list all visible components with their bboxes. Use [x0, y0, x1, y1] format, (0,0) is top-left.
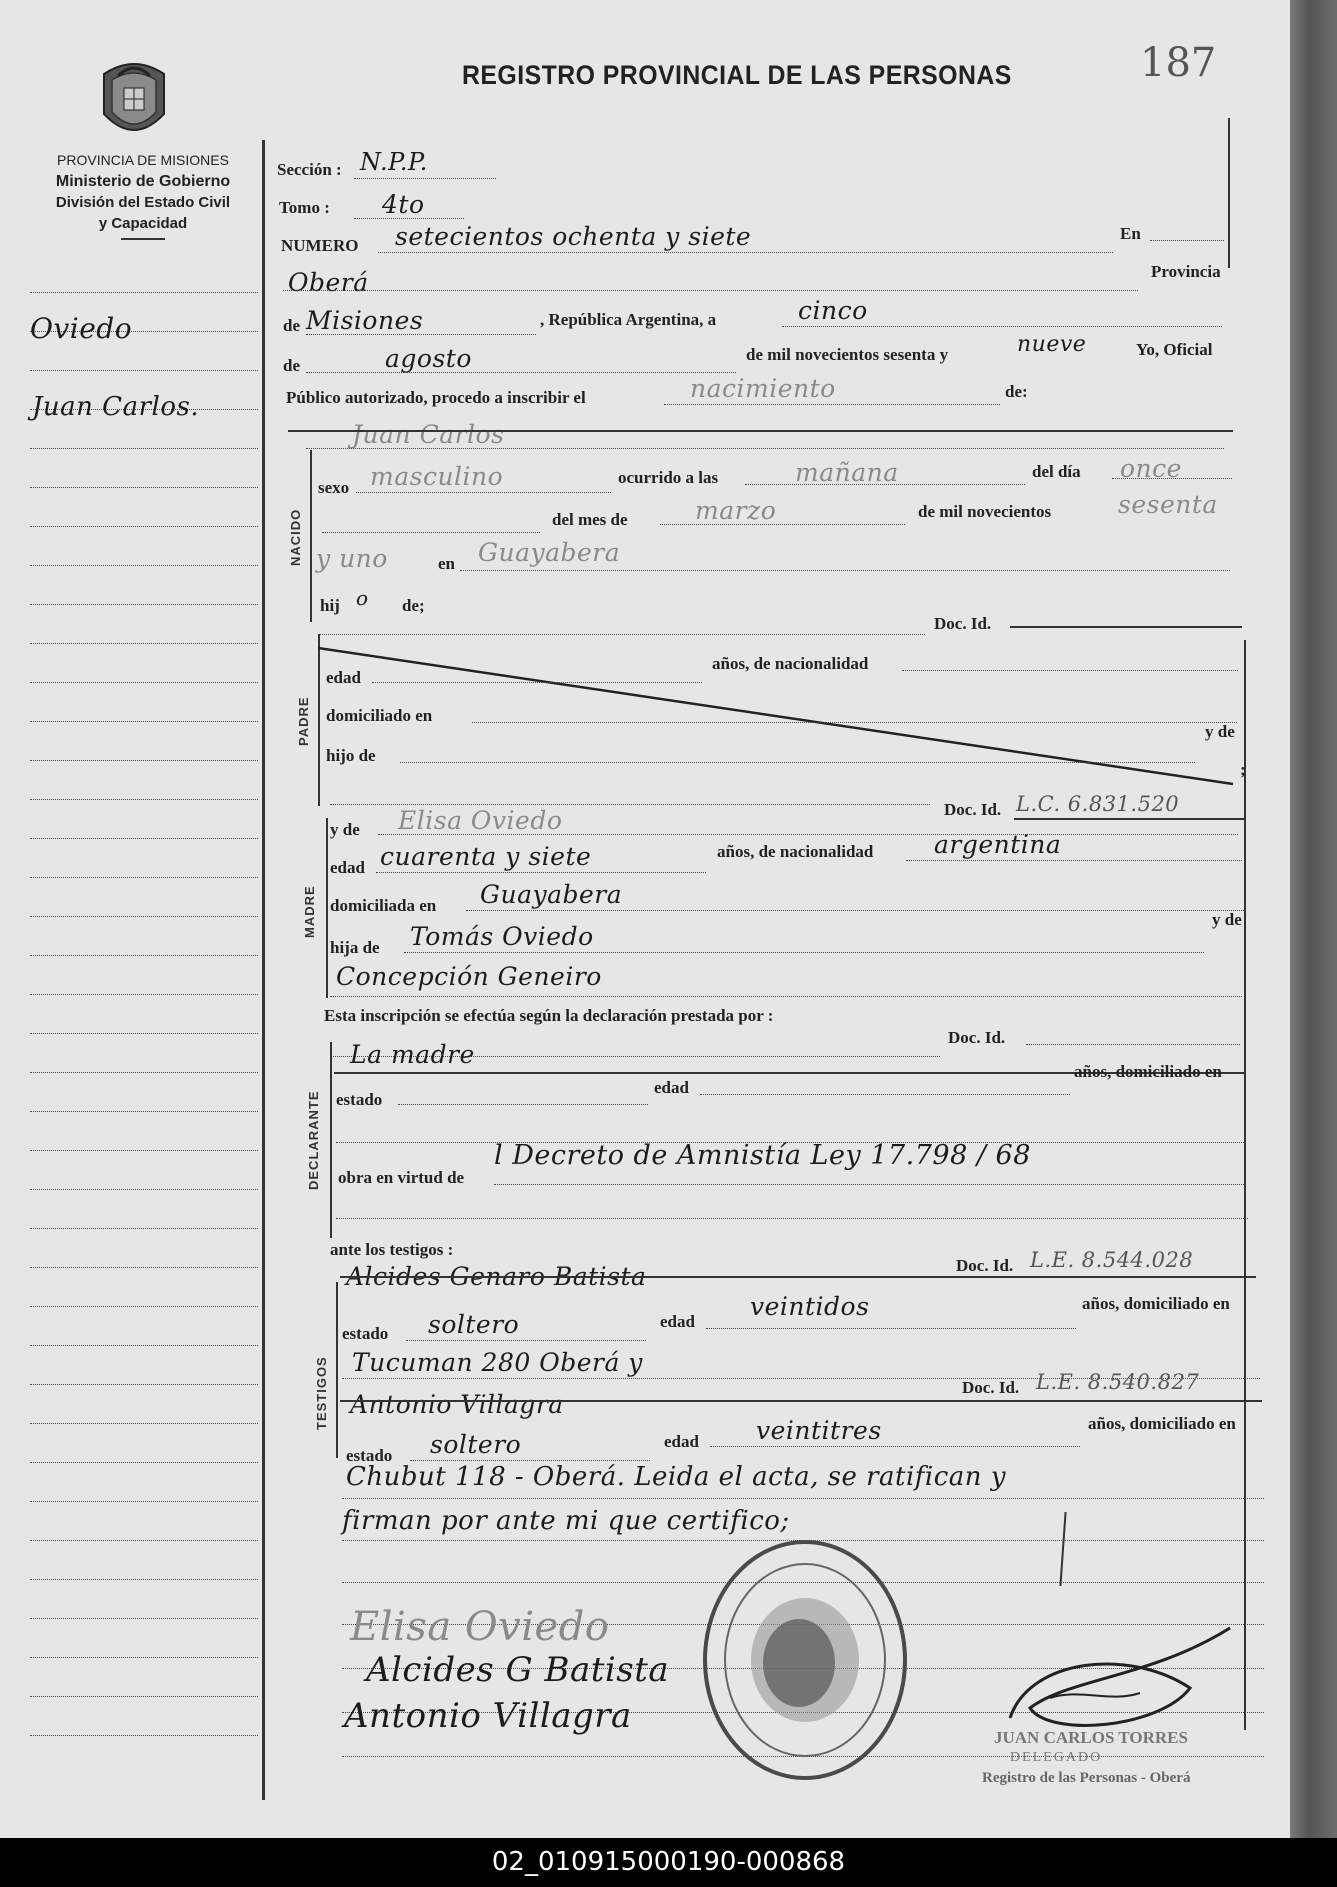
testigo1-name: Alcides Genaro Batista	[346, 1262, 647, 1291]
declarante-line-3	[336, 1218, 1248, 1219]
provincia-value: Misiones	[306, 306, 424, 335]
padre-semicolon: ;	[1240, 760, 1246, 779]
declarante-domicilio-label: años, domiciliado en	[1074, 1062, 1222, 1081]
padre-nacionalidad-label: años, de nacionalidad	[712, 654, 869, 673]
padre-nacionalidad-line	[902, 670, 1238, 671]
numero-value: setecientos ochenta y siete	[395, 222, 752, 251]
testigo2-name: Antonio Villagra	[350, 1390, 564, 1419]
testigo1-edad-line	[706, 1328, 1076, 1329]
declarante-intro: Esta inscripción se efectúa según la declaración prestada por :	[324, 1006, 774, 1025]
madre-madre-line	[330, 996, 1242, 997]
official-title: DELEGADO	[1010, 1750, 1103, 1765]
declarante-estado-line	[398, 1104, 648, 1105]
testigo1-doc-label: Doc. Id.	[956, 1256, 1014, 1275]
margin-ruled-line	[30, 1657, 258, 1658]
testigo2-estado-label: estado	[346, 1446, 393, 1465]
divider	[121, 238, 165, 240]
official-seal-icon	[695, 1535, 915, 1785]
year-text: de mil novecientos sesenta y	[746, 345, 949, 364]
name-line	[306, 448, 1224, 449]
nacido-bracket	[310, 450, 312, 622]
margin-ruled-line	[30, 292, 258, 293]
margin-ruled-line	[30, 487, 258, 488]
margin-ruled-line	[30, 1423, 258, 1424]
de-semicolon-label: de;	[402, 596, 425, 615]
mes-pre-line	[322, 532, 540, 533]
margin-ruled-line	[30, 1462, 258, 1463]
madre-doc-value: L.C. 6.831.520	[1016, 792, 1180, 816]
tomo-line	[354, 218, 464, 219]
padre-domicilio-label: domiciliado en	[326, 706, 433, 725]
testigo1-doc-value: L.E. 8.544.028	[1030, 1248, 1194, 1272]
signature-witness-2: Antonio Villagra	[344, 1696, 632, 1736]
oficial-label: Yo, Oficial	[1136, 340, 1213, 359]
margin-ruled-line	[30, 1384, 258, 1385]
padre-doc-pre-line	[330, 804, 930, 805]
testigo1-rule	[340, 1276, 1256, 1278]
lugar-line	[460, 570, 1230, 571]
sexo-label: sexo	[318, 478, 350, 497]
margin-surname: Oviedo	[30, 312, 133, 345]
republica-label: , República Argentina, a	[540, 310, 717, 329]
margin-given-names: Juan Carlos.	[32, 392, 200, 422]
mes-line	[660, 524, 905, 525]
testigos-side-label: TESTIGOS	[314, 1356, 329, 1430]
issuing-authority	[18, 150, 268, 240]
margin-ruled-line	[30, 1072, 258, 1073]
margin-ruled-line	[30, 604, 258, 605]
person-name: Juan Carlos	[352, 420, 505, 449]
madre-yde-label: y de	[330, 820, 360, 839]
madre-edad-line	[376, 872, 706, 873]
margin-ruled-line	[30, 799, 258, 800]
margin-ruled-line	[30, 1267, 258, 1268]
testigo2-rule	[340, 1400, 1262, 1402]
closing-line-1: Chubut 118 - Oberá. Leida el acta, se ratifican y	[346, 1462, 1007, 1492]
sexo-line	[356, 492, 611, 493]
madre-nacionalidad-label: años, de nacionalidad	[717, 842, 874, 861]
act-value: nacimiento	[690, 374, 836, 403]
testigo2-domicilio-label: años, domiciliado en	[1088, 1414, 1236, 1433]
signature-mother: Elisa Oviedo	[350, 1604, 610, 1650]
margin-ruled-line	[30, 1345, 258, 1346]
testigo2-estado-line	[410, 1460, 650, 1461]
division-name: División del Estado Civil	[55, 194, 231, 211]
anio-value: sesenta	[1118, 490, 1218, 519]
mes-label: del mes de	[552, 510, 628, 529]
en-label: En	[1120, 224, 1141, 243]
testigo2-estado-value: soltero	[430, 1430, 522, 1459]
margin-ruled-line	[30, 1696, 258, 1697]
margin-ruled-line	[30, 838, 258, 839]
official-name: JUAN CARLOS TORRES	[994, 1728, 1188, 1747]
margin-ruled-line	[30, 877, 258, 878]
place-line	[283, 290, 1138, 291]
de-label: de	[283, 316, 300, 335]
madre-hija-label: hija de	[330, 938, 380, 957]
testigo2-edad-value: veintitres	[756, 1416, 882, 1445]
declarante-side-label: DECLARANTE	[306, 1090, 321, 1190]
name-rule	[288, 430, 1233, 432]
province-name: PROVINCIA DE MISIONES	[57, 152, 229, 168]
madre-domicilio-value: Guayabera	[480, 880, 623, 909]
testigo1-estado-label: estado	[342, 1324, 389, 1343]
margin-ruled-line	[30, 721, 258, 722]
closing-line-2: firman por ante mi que certifico;	[342, 1506, 790, 1536]
margin-ruled-line	[30, 682, 258, 683]
madre-madre-value: Concepción Geneiro	[336, 962, 602, 991]
act-line	[664, 404, 1000, 405]
lugar-en-label: en	[438, 554, 455, 573]
margin-ruled-line	[30, 1033, 258, 1034]
signature-witness-1: Alcides G Batista	[366, 1650, 670, 1690]
margin-ruled-line	[30, 1111, 258, 1112]
de-label-2: de	[283, 356, 300, 375]
numero-line	[378, 252, 1113, 253]
file-id-footer: 02_010915000190-000868	[0, 1838, 1337, 1887]
provincial-emblem-icon	[94, 54, 174, 146]
declarante-doc-line	[1026, 1044, 1240, 1045]
anio-label: de mil novecientos	[918, 502, 1052, 521]
testigo1-edad-value: veintidos	[750, 1292, 870, 1321]
tomo-label: Tomo :	[279, 198, 330, 217]
testigo1-edad-label: edad	[660, 1312, 695, 1331]
publico-label: Público autorizado, procedo a inscribir el	[286, 388, 586, 407]
margin-ruled-line	[30, 760, 258, 761]
provincia-line	[306, 334, 536, 335]
madre-padre-value: Tomás Oviedo	[410, 922, 594, 951]
margin-ruled-line	[30, 1306, 258, 1307]
ocurrido-label: ocurrido a las	[618, 468, 719, 487]
ministry-name: Ministerio de Gobierno	[55, 173, 231, 190]
declarante-value: La madre	[350, 1040, 475, 1069]
margin-ruled-line	[30, 1189, 258, 1190]
hij-label: hij	[320, 596, 340, 615]
official-office: Registro de las Personas - Oberá	[982, 1770, 1191, 1786]
nacido-side-label: NACIDO	[288, 508, 303, 566]
madre-domicilio-label: domiciliada en	[330, 896, 437, 915]
hij-line	[320, 634, 925, 635]
dia-label: del día	[1032, 462, 1081, 481]
margin-ruled-line	[30, 916, 258, 917]
month-line	[306, 372, 736, 373]
testigos-intro: ante los testigos :	[330, 1240, 454, 1259]
lugar-value: Guayabera	[478, 538, 621, 567]
padre-edad-line	[372, 682, 702, 683]
margin-ruled-line	[30, 448, 258, 449]
anio-value-cont: y uno	[316, 544, 388, 573]
sexo-value: masculino	[370, 462, 504, 491]
margin-ruled-line	[30, 1150, 258, 1151]
hij-value: o	[356, 586, 369, 610]
division-name-cont: y Capacidad	[98, 215, 188, 232]
testigo1-domicilio-value: Tucuman 280 Oberá y	[352, 1348, 643, 1377]
seccion-value: N.P.P.	[360, 148, 428, 176]
margin-ruled-line	[30, 370, 258, 371]
padre-doc-rule	[1014, 818, 1244, 820]
margin-divider	[262, 140, 265, 1800]
madre-nacionalidad-line	[906, 860, 1242, 861]
margin-ruled-line	[30, 1501, 258, 1502]
testigo2-edad-line	[710, 1446, 1080, 1447]
dia-value: once	[1120, 454, 1182, 483]
nacido-doc-label: Doc. Id.	[934, 614, 992, 633]
declarante-obra-label: obra en virtud de	[338, 1168, 465, 1187]
numero-line-end	[1150, 240, 1224, 241]
padre-doc-label: Doc. Id.	[944, 800, 1002, 819]
place-value: Oberá	[288, 268, 369, 297]
madre-edad-label: edad	[330, 858, 365, 877]
padre-hijo-label: hijo de	[326, 746, 376, 765]
testigo2-doc-label: Doc. Id.	[962, 1378, 1020, 1397]
tomo-value: 4to	[382, 190, 425, 219]
madre-hija-line	[404, 952, 1204, 953]
provincia-label: Provincia	[1151, 262, 1221, 281]
margin-ruled-line	[30, 643, 258, 644]
seccion-label: Sección :	[277, 160, 342, 179]
testigo1-estado-line	[406, 1340, 646, 1341]
hora-line	[745, 484, 1025, 485]
madre-name: Elisa Oviedo	[398, 806, 563, 835]
padre-hijo-line	[400, 762, 1195, 763]
year-value: nueve	[1017, 332, 1087, 357]
declarante-obra-value: l Decreto de Amnistía Ley 17.798 / 68	[494, 1140, 1031, 1171]
padre-yde-label: y de	[1205, 722, 1235, 741]
month-value: agosto	[385, 344, 472, 373]
margin-ruled-line	[30, 526, 258, 527]
right-border	[1244, 640, 1246, 1730]
testigo1-domicilio-label: años, domiciliado en	[1082, 1294, 1230, 1313]
madre-bracket	[326, 818, 328, 998]
declarante-edad-line	[700, 1094, 1070, 1095]
padre-side-label: PADRE	[296, 696, 311, 746]
testigo1-estado-value: soltero	[428, 1310, 520, 1339]
declarante-obra-line	[494, 1184, 1244, 1185]
testigos-bracket	[336, 1282, 338, 1458]
day-line	[782, 326, 1222, 327]
page-edge	[1290, 0, 1337, 1838]
de-colon-label: de:	[1005, 382, 1028, 401]
madre-yde-label-2: y de	[1212, 910, 1242, 929]
dia-line	[1112, 478, 1232, 479]
margin-ruled-line	[30, 1735, 258, 1736]
declarante-doc-label: Doc. Id.	[948, 1028, 1006, 1047]
declarante-edad-label: edad	[654, 1078, 689, 1097]
numero-label: NUMERO	[281, 236, 359, 255]
page-title: REGISTRO PROVINCIAL DE LAS PERSONAS	[462, 60, 1012, 90]
margin-ruled-line	[30, 1540, 258, 1541]
declarante-estado-label: estado	[336, 1090, 383, 1109]
page-number: 187	[1140, 40, 1217, 86]
hora-value: mañana	[795, 458, 899, 487]
padre-edad-label: edad	[326, 668, 361, 687]
margin-ruled-line	[30, 994, 258, 995]
margin-ruled-line	[30, 1228, 258, 1229]
madre-nacionalidad-value: argentina	[934, 830, 1062, 859]
margin-ruled-line	[30, 565, 258, 566]
madre-name-line	[378, 834, 1238, 835]
nacido-doc-rule	[1010, 626, 1242, 628]
padre-domicilio-line	[472, 722, 1237, 723]
declarante-bracket	[330, 1042, 332, 1238]
madre-edad-value: cuarenta y siete	[380, 842, 592, 871]
testigo2-doc-value: L.E. 8.540.827	[1036, 1370, 1200, 1394]
day-value: cinco	[798, 296, 868, 325]
testigo2-edad-label: edad	[664, 1432, 699, 1451]
madre-side-label: MADRE	[302, 885, 317, 938]
margin-ruled-line	[30, 955, 258, 956]
madre-domicilio-line	[466, 910, 1244, 911]
closing-line-1-rule	[342, 1498, 1264, 1499]
right-border	[1228, 118, 1230, 268]
seccion-line	[354, 178, 496, 179]
margin-ruled-line	[30, 1579, 258, 1580]
mes-value: marzo	[695, 496, 777, 525]
margin-ruled-line	[30, 1618, 258, 1619]
